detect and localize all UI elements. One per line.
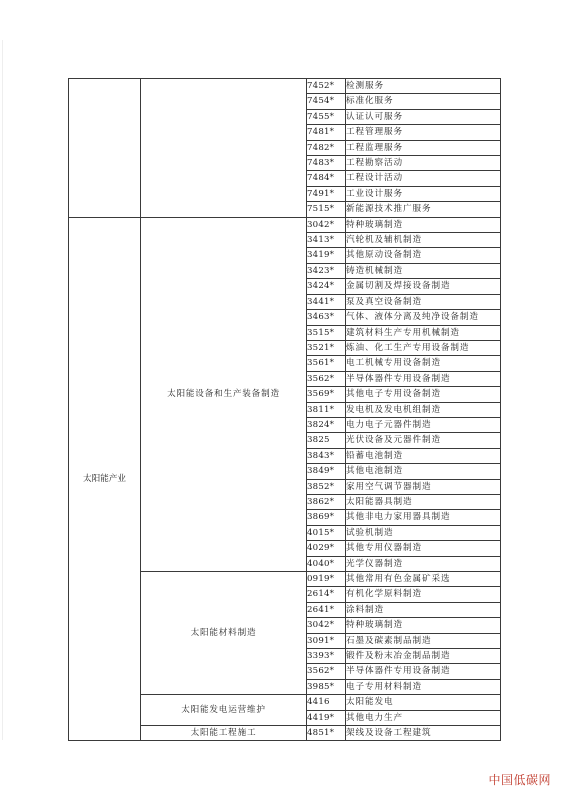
industry-name-cell: 电子专用材料制造 bbox=[346, 679, 501, 694]
industry-code-cell: 3562* bbox=[307, 371, 346, 386]
industry-name-cell: 工程勘察活动 bbox=[346, 156, 501, 171]
industry-code-cell: 3521* bbox=[307, 340, 346, 355]
industry-code-cell: 2614* bbox=[307, 587, 346, 602]
industry-code-cell: 3824* bbox=[307, 417, 346, 432]
industry-code-cell: 7482* bbox=[307, 140, 346, 155]
industry-code-cell: 7481* bbox=[307, 125, 346, 140]
industry-name-cell: 其他电子专用设备制造 bbox=[346, 387, 501, 402]
industry-code-cell: 7491* bbox=[307, 186, 346, 201]
industry-code-cell: 4029* bbox=[307, 541, 346, 556]
industry-code-cell: 3515* bbox=[307, 325, 346, 340]
table-row bbox=[69, 217, 501, 232]
site-watermark: 中国低碳网 bbox=[488, 773, 551, 787]
industry-code-cell: 3843* bbox=[307, 448, 346, 463]
industry-name-cell: 太阳能产业 bbox=[69, 217, 141, 741]
industry-cell-empty bbox=[69, 79, 141, 218]
industry-name-cell: 气体、液体分离及纯净设备制造 bbox=[346, 310, 501, 325]
industry-name-cell: 石墨及碳素制品制造 bbox=[346, 633, 501, 648]
industry-name-cell: 架线及设备工程建筑 bbox=[346, 726, 501, 741]
industry-name-cell: 新能源技术推广服务 bbox=[346, 202, 501, 217]
industry-code-cell: 3811* bbox=[307, 402, 346, 417]
category-name-cell: 太阳能发电运营维护 bbox=[141, 695, 307, 726]
industry-name-cell: 工程设计活动 bbox=[346, 171, 501, 186]
industry-name-cell: 汽轮机及辅机制造 bbox=[346, 233, 501, 248]
industry-code-cell: 7483* bbox=[307, 156, 346, 171]
industry-name-cell: 其他非电力家用器具制造 bbox=[346, 510, 501, 525]
category-name-cell: 太阳能设备和生产装备制造 bbox=[141, 217, 307, 571]
industry-name-cell: 其他电池制造 bbox=[346, 464, 501, 479]
industry-name-cell: 泵及真空设备制造 bbox=[346, 294, 501, 309]
table-row bbox=[69, 79, 501, 94]
industry-name-cell: 有机化学原料制造 bbox=[346, 587, 501, 602]
industry-code-cell: 3562* bbox=[307, 664, 346, 679]
industry-code-cell: 3413* bbox=[307, 233, 346, 248]
industry-name-cell: 铸造机械制造 bbox=[346, 263, 501, 278]
industry-code-cell: 3561* bbox=[307, 356, 346, 371]
industry-code-cell: 4851* bbox=[307, 726, 346, 741]
industry-name-cell: 其他电力生产 bbox=[346, 710, 501, 725]
industry-code-cell: 3419* bbox=[307, 248, 346, 263]
industry-code-cell: 3091* bbox=[307, 633, 346, 648]
industry-code-cell: 3423* bbox=[307, 263, 346, 278]
industry-code-cell: 4040* bbox=[307, 556, 346, 571]
industry-code-cell: 4015* bbox=[307, 525, 346, 540]
industry-name-cell: 半导体器件专用设备制造 bbox=[346, 664, 501, 679]
industry-name-cell: 太阳能器具制造 bbox=[346, 494, 501, 509]
industry-code-cell: 3042* bbox=[307, 618, 346, 633]
industry-name-cell: 其他专用仪器制造 bbox=[346, 541, 501, 556]
industry-name-cell: 电力电子元器件制造 bbox=[346, 417, 501, 432]
industry-name-cell: 涂料制造 bbox=[346, 602, 501, 617]
industry-name-cell: 工程监理服务 bbox=[346, 140, 501, 155]
industry-name-cell: 金属切割及焊接设备制造 bbox=[346, 279, 501, 294]
industry-name-cell: 太阳能发电 bbox=[346, 695, 501, 710]
industry-code-cell: 3862* bbox=[307, 494, 346, 509]
industry-code-cell: 3569* bbox=[307, 387, 346, 402]
category-name-cell: 太阳能工程施工 bbox=[141, 726, 307, 741]
industry-name-cell: 发电机及发电机组制造 bbox=[346, 402, 501, 417]
scan-edge-line bbox=[2, 40, 3, 740]
industry-code-cell: 4416 bbox=[307, 695, 346, 710]
category-name-cell: 太阳能材料制造 bbox=[141, 572, 307, 695]
industry-name-cell: 铅蓄电池制造 bbox=[346, 448, 501, 463]
industry-name-cell: 工业设计服务 bbox=[346, 186, 501, 201]
industry-code-cell: 3424* bbox=[307, 279, 346, 294]
industry-code-cell: 3042* bbox=[307, 217, 346, 232]
industry-code-cell: 4419* bbox=[307, 710, 346, 725]
industry-name-cell: 标准化服务 bbox=[346, 94, 501, 109]
industry-code-cell: 3441* bbox=[307, 294, 346, 309]
industry-name-cell: 认证认可服务 bbox=[346, 109, 501, 124]
industry-name-cell: 试验机制造 bbox=[346, 525, 501, 540]
industry-code-cell: 3825 bbox=[307, 433, 346, 448]
industry-classification-table bbox=[68, 78, 501, 741]
industry-code-cell: 2641* bbox=[307, 602, 346, 617]
industry-code-cell: 7452* bbox=[307, 79, 346, 94]
industry-name-cell: 电工机械专用设备制造 bbox=[346, 356, 501, 371]
industry-name-cell: 特种玻璃制造 bbox=[346, 217, 501, 232]
industry-name-cell: 家用空气调节器制造 bbox=[346, 479, 501, 494]
industry-code-cell: 7455* bbox=[307, 109, 346, 124]
industry-code-cell: 3869* bbox=[307, 510, 346, 525]
industry-code-cell: 3852* bbox=[307, 479, 346, 494]
industry-name-cell: 半导体器件专用设备制造 bbox=[346, 371, 501, 386]
category-cell-empty bbox=[141, 79, 307, 218]
industry-code-cell: 3849* bbox=[307, 464, 346, 479]
industry-name-cell: 工程管理服务 bbox=[346, 125, 501, 140]
industry-code-cell: 3985* bbox=[307, 679, 346, 694]
industry-name-cell: 光学仪器制造 bbox=[346, 556, 501, 571]
industry-name-cell: 光伏设备及元器件制造 bbox=[346, 433, 501, 448]
industry-name-cell: 建筑材料生产专用机械制造 bbox=[346, 325, 501, 340]
industry-code-cell: 3463* bbox=[307, 310, 346, 325]
industry-name-cell: 特种玻璃制造 bbox=[346, 618, 501, 633]
industry-code-cell: 0919* bbox=[307, 572, 346, 587]
table-body bbox=[69, 79, 501, 741]
industry-name-cell: 其他原动设备制造 bbox=[346, 248, 501, 263]
industry-code-cell: 7484* bbox=[307, 171, 346, 186]
industry-code-cell: 7454* bbox=[307, 94, 346, 109]
industry-name-cell: 其他常用有色金属矿采选 bbox=[346, 572, 501, 587]
industry-name-cell: 检测服务 bbox=[346, 79, 501, 94]
industry-code-cell: 7515* bbox=[307, 202, 346, 217]
industry-code-cell: 3393* bbox=[307, 649, 346, 664]
industry-name-cell: 锻件及粉末冶金制品制造 bbox=[346, 649, 501, 664]
industry-name-cell: 炼油、化工生产专用设备制造 bbox=[346, 340, 501, 355]
